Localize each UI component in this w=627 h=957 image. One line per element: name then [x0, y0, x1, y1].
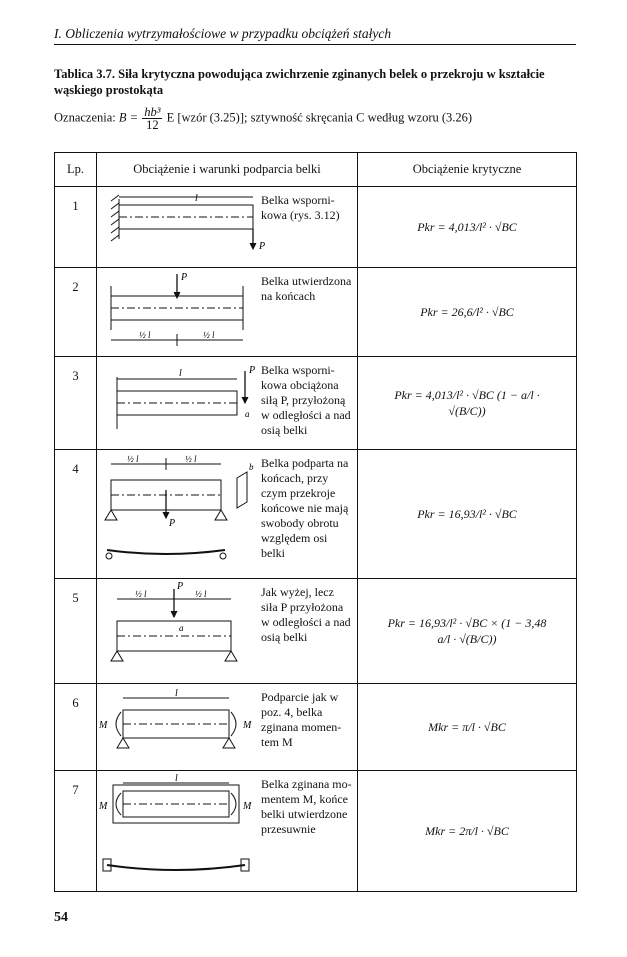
svg-text:M: M: [99, 720, 108, 731]
svg-text:l: l: [175, 773, 178, 784]
conditions-cell: [97, 450, 358, 579]
formula-cell: [358, 268, 577, 357]
conditions-cell: [97, 771, 358, 892]
row-number: 5: [55, 579, 97, 684]
svg-text:½ l: ½ l: [195, 589, 207, 599]
row-number: 7: [55, 771, 97, 892]
header-lp: Lp.: [55, 153, 97, 187]
conditions-cell: [97, 268, 358, 357]
formula-cell: [358, 450, 577, 579]
conditions-cell: [97, 357, 358, 450]
table-row: [55, 187, 577, 268]
svg-text:½ l: ½ l: [139, 330, 151, 340]
critical-load-formula: Pkr = 16,93/l² · √BC × (1 − 3,48 a/l · √(B/C)): [387, 616, 547, 646]
table-row: [55, 357, 577, 450]
svg-text:l: l: [179, 368, 182, 379]
notation-prefix: Oznaczenia:: [54, 110, 116, 125]
row-number: 6: [55, 684, 97, 771]
table-header-row: [55, 153, 577, 187]
row-description: Belka utwierdzona na końcach: [261, 274, 352, 303]
notation-fraction-num: hb³: [144, 105, 161, 119]
conditions-cell: [97, 187, 358, 268]
svg-text:M: M: [243, 720, 252, 731]
beam-diagram-2: [97, 268, 255, 356]
beam-diagram-4: [97, 450, 255, 578]
formula-cell: [358, 771, 577, 892]
svg-text:M: M: [243, 801, 252, 812]
row-description: Belka wsporni-kowa (rys. 3.12): [261, 193, 340, 222]
svg-text:b: b: [249, 462, 254, 472]
svg-text:P: P: [259, 241, 266, 252]
formula-cell: [358, 684, 577, 771]
svg-text:a: a: [179, 623, 184, 633]
svg-text:M: M: [99, 801, 108, 812]
table-row: [55, 771, 577, 892]
critical-load-table: [54, 152, 577, 892]
formula-cell: [358, 579, 577, 684]
beam-diagram-5: [97, 579, 255, 683]
row-description: Podparcie jak w poz. 4, belka zginana momen-tem M: [261, 690, 342, 749]
table-row: [55, 268, 577, 357]
table-row: [55, 579, 577, 684]
row-number: 1: [55, 187, 97, 268]
row-number: 4: [55, 450, 97, 579]
svg-text:P: P: [249, 365, 256, 376]
notation-line: [54, 106, 594, 131]
svg-text:½ l: ½ l: [203, 330, 215, 340]
formula-cell: [358, 187, 577, 268]
beam-diagram-1: [97, 187, 266, 267]
svg-text:½ l: ½ l: [185, 454, 197, 464]
row-description: Jak wyżej, lecz siła P przyłożona w odległości a nad osią belki: [261, 585, 351, 644]
critical-load-formula: Pkr = 4,013/l² · √BC (1 − a/l · √(B/C)): [394, 388, 540, 418]
svg-text:P: P: [177, 581, 184, 592]
critical-load-formula: Pkr = 4,013/l² · √BC: [417, 220, 517, 234]
critical-load-formula: Pkr = 26,6/l² · √BC: [420, 305, 514, 319]
notation-fraction-den: 12: [146, 118, 159, 132]
row-description: Belka zginana mo-mentem M, końce belki utwierdzone przesuwnie: [261, 777, 352, 836]
beam-diagram-6: [97, 684, 255, 770]
beam-diagram-7: [97, 771, 255, 891]
svg-text:½ l: ½ l: [127, 454, 139, 464]
row-description: Belka podparta na końcach, przy czym przekroje końcowe nie mają swobody obrotu względem osi belki: [261, 456, 349, 560]
row-description: Belka wsporni-kowa obciążona siłą P, przyłożoną w odległości a nad osią belki: [261, 363, 351, 437]
notation-lhs: B =: [118, 110, 139, 125]
header-conditions: Obciążenie i warunki podparcia belki: [97, 153, 358, 187]
formula-cell: [358, 357, 577, 450]
running-header: I. Obliczenia wytrzymałościowe w przypadku obciążeń stałych: [54, 26, 392, 41]
critical-load-formula: Pkr = 16,93/l² · √BC: [417, 507, 517, 521]
header-critical-load: Obciążenie krytyczne: [358, 153, 577, 187]
beam-diagram-3: [97, 357, 255, 449]
critical-load-formula: Mkr = π/l · √BC: [428, 720, 506, 734]
header-rule: [54, 44, 576, 45]
row-number: 3: [55, 357, 97, 450]
table-row: [55, 684, 577, 771]
svg-text:l: l: [195, 193, 198, 204]
critical-load-formula: Mkr = 2π/l · √BC: [425, 824, 509, 838]
table-caption: Tablica 3.7. Siła krytyczna powodująca zwichrzenie zginanych belek o przekroju w kształcie wąskiego prostokąta: [54, 67, 545, 97]
table-row: [55, 450, 577, 579]
row-number: 2: [55, 268, 97, 357]
notation-rest: E [wzór (3.25)]; sztywność skręcania C według wzoru (3.26): [166, 110, 473, 125]
page-number: 54: [54, 910, 68, 925]
svg-text:P: P: [169, 518, 176, 529]
conditions-cell: [97, 684, 358, 771]
svg-text:P: P: [181, 272, 188, 283]
svg-text:a: a: [245, 409, 250, 419]
svg-text:½ l: ½ l: [135, 589, 147, 599]
conditions-cell: [97, 579, 358, 684]
notation-fraction: [142, 106, 162, 131]
svg-text:l: l: [175, 688, 178, 699]
